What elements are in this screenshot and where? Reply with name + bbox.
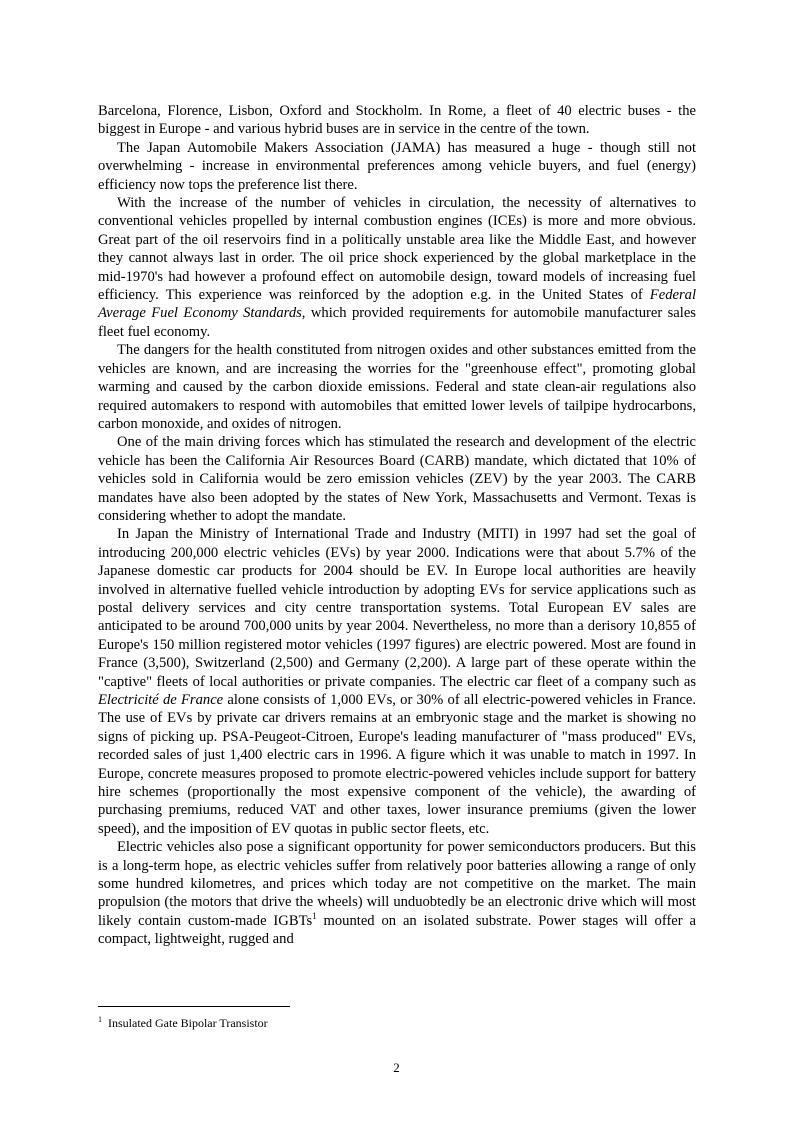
italic-text: Electricité de France	[98, 692, 224, 708]
body-text	[98, 102, 696, 949]
text-run: In Japan the Ministry of International Trade and Industry (MITI) in 1997 had set the goal of introducing 200,000 electric vehicles (EVs) by year 2000. Indications were that about 5.7% of the Japanese domestic car products for 2004 should be EV. In Europe local authorities are heavily involved in alternative fuelled vehicle introduction by adopting EVs for service applications such as postal delivery services and city centre transportation systems. Total European EV sales are anticipated to be around 700,000 units by year 2004. Nevertheless, no more than a derisory 10,855 of Europe's 150 million registered motor vehicles (1997 figures) are electric powered. Most are found in France (3,500), Switzerland (2,500) and Germany (2,200). A large part of these operate within the "captive" fleets of local authorities or private companies. The electric car fleet of a company such as	[98, 526, 696, 690]
footnote-marker: 1	[98, 1015, 102, 1024]
text-run: One of the main driving forces which has stimulated the research and development of the electric vehicle has been the California Air Resources Board (CARB) mandate, which dictated that 10% of vehicles sold in California would be zero emission vehicles (ZEV) by the year 2003. The CARB mandates have also been adopted by the states of New York, Massachusetts and Vermont. Texas is considering whether to adopt the mandate.	[98, 434, 696, 524]
paragraph	[98, 139, 696, 194]
text-run: mounted on an isolated substrate. Power stages will offer a compact, lightweight, rugged and	[98, 912, 696, 948]
text-run: , which provided requirements for automobile manufacturer sales fleet fuel economy.	[98, 305, 696, 340]
footnote	[98, 1013, 696, 1030]
text-run: Barcelona, Florence, Lisbon, Oxford and Stockholm. In Rome, a fleet of 40 electric buses - the biggest in Europe - and various hybrid buses are in service in the centre of the town.	[98, 103, 696, 138]
paragraph	[98, 194, 696, 341]
paragraph	[98, 838, 696, 948]
footnote-separator	[98, 1006, 290, 1007]
text-run: alone consists of 1,000 EVs, or 30% of all electric-powered vehicles in France. The use of EVs by private car drivers remains at an embryonic stage and the market is showing no signs of picking up. PSA-Peugeot-Citroen, Europe's leading manufacturer of "mass produced" EVs, recorded sales of just 1,400 electric cars in 1996. A figure which it was unable to match in 1997. In Europe, concrete measures proposed to promote electric-powered vehicles include support for battery hire schemes (proportionally the most expensive component of the vehicle), the awarding of purchasing premiums, reduced VAT and other taxes, lower insurance premiums (given the lower speed), and the imposition of EV quotas in public sector fleets, etc.	[98, 692, 697, 837]
text-run: The dangers for the health constituted from nitrogen oxides and other substances emitted from the vehicles are known, and are increasing the worries for the "greenhouse effect", promoting global warming and caused by the carbon dioxide emissions. Federal and state clean-air regulations also required automakers to respond with automobiles that emitted lower levels of tailpipe hydrocarbons, carbon monoxide, and oxides of nitrogen.	[98, 342, 696, 432]
paragraph	[98, 525, 696, 838]
text-run: Electric vehicles also pose a significant opportunity for power semiconductors producers. But this is a long-term hope, as electric vehicles suffer from relatively poor batteries allowing a range of only some hundred kilometres, and prices which today are not competitive on the market. The main propulsion (the motors that drive the wheels) will unduobtedly be an electronic drive which will most likely contain custom-made IGBTs	[98, 839, 696, 929]
paragraph	[98, 341, 696, 433]
footnote-reference: 1	[312, 911, 317, 922]
text-run: The Japan Automobile Makers Association (JAMA) has measured a huge - though still not overwhelming - increase in environmental preferences among vehicle buyers, and fuel (energy) efficiency now tops the preference list there.	[98, 139, 696, 193]
italic-text: Federal Average Fuel Economy Standards	[98, 287, 696, 322]
paragraph	[98, 433, 696, 525]
footnote-text: Insulated Gate Bipolar Transistor	[108, 1016, 268, 1030]
text-run: With the increase of the number of vehicles in circulation, the necessity of alternatives to conventional vehicles propelled by internal combustion engines (ICEs) is more and more obvious. Great part of the oil reservoirs find in a politically unstable area like the Middle East, and however they cannot always last in order. The oil price shock experienced by the global marketplace in the mid-1970's had however a profound effect on automobile design, toward models of increasing fuel efficiency. This experience was reinforced by the adoption e.g. in the United States of	[98, 195, 696, 304]
paragraph	[98, 102, 696, 139]
page-number: 2	[393, 1060, 400, 1075]
